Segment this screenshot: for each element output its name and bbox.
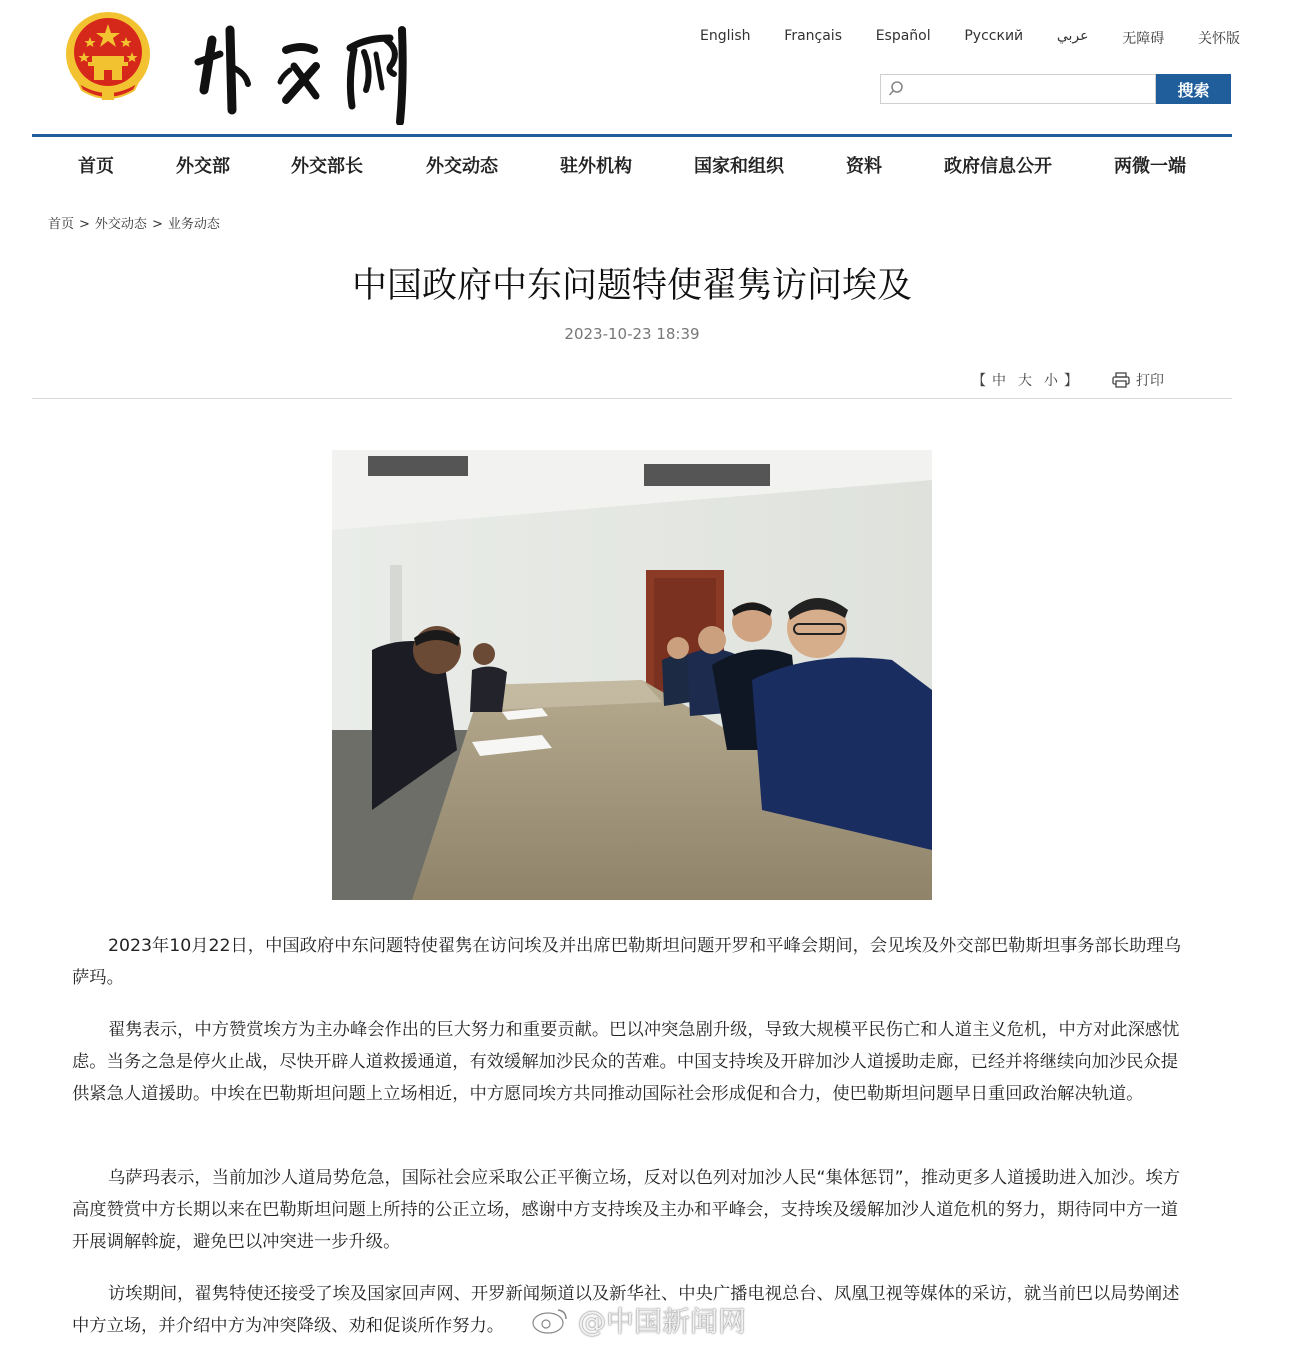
nav-item-countries-organizations[interactable]: 国家和组织	[694, 156, 784, 177]
language-bar	[700, 28, 1240, 48]
lang-english-link[interactable]: English	[700, 28, 751, 44]
font-size-small-button[interactable]: 小	[1044, 373, 1058, 389]
watermark-text: @中国新闻网	[578, 1305, 747, 1338]
breadcrumb-diplomatic-news-link[interactable]: 外交动态	[94, 217, 147, 232]
article-date: 2023-10-23 18:39	[564, 325, 700, 343]
weibo-icon	[530, 1305, 570, 1335]
elderly-mode-link[interactable]: 关怀版	[1197, 31, 1240, 47]
nav-item-missions-abroad[interactable]: 驻外机构	[560, 156, 632, 177]
search-button[interactable]: 搜索	[1156, 74, 1231, 104]
font-size-selector	[972, 370, 1092, 390]
lang-arabic-link[interactable]: عربي	[1056, 28, 1089, 44]
breadcrumb-business-news-link[interactable]: 业务动态	[167, 217, 220, 232]
print-label: 打印	[1136, 373, 1164, 389]
nav-item-home[interactable]: 首页	[78, 156, 114, 177]
article-paragraph: 访埃期间，翟隽特使还接受了埃及国家回声网、开罗新闻频道以及新华社、中央广播电视总台、凤凰卫视等媒体的采访，就当前巴以局势阐述中方立场，并介绍中方为冲突降级、劝和促谈所作努力。	[72, 1284, 1180, 1336]
nav-item-government-info[interactable]: 政府信息公开	[944, 156, 1052, 177]
print-button[interactable]	[1112, 370, 1172, 390]
ministry-calligraphy-logo	[190, 10, 420, 125]
search-input[interactable]	[909, 78, 1153, 102]
search-icon	[887, 80, 905, 98]
article-paragraph: 翟隽表示，中方赞赏埃方为主办峰会作出的巨大努力和重要贡献。巴以冲突急剧升级，导致大规模平民伤亡和人道主义危机，中方对此深感忧虑。当务之急是停火止战，尽快开辟人道救援通道，有效缓解加沙民众的苦难。中国支持埃及开辟加沙人道援助走廊，已经并将继续向加沙民众提供紧急人道援助。中埃在巴勒斯坦问题上立场相近，中方愿同埃方共同推动国际社会形成促和合力，使巴勒斯坦问题早日重回政治解决轨道。	[72, 1020, 1180, 1104]
printer-icon	[1112, 372, 1130, 388]
lang-russian-link[interactable]: Русский	[964, 28, 1024, 44]
search-box	[880, 74, 1156, 104]
main-nav	[32, 138, 1232, 188]
watermark	[530, 1300, 746, 1340]
article-divider	[32, 398, 1232, 399]
article-title: 中国政府中东问题特使翟隽访问埃及	[351, 266, 912, 306]
nav-item-resources[interactable]: 资料	[846, 156, 882, 177]
national-emblem-icon	[64, 10, 152, 102]
nav-item-diplomatic-news[interactable]: 外交动态	[426, 156, 498, 177]
bracket-close: 】	[1064, 373, 1078, 389]
breadcrumb	[48, 213, 220, 232]
font-size-medium-button[interactable]: 大	[1018, 373, 1032, 389]
header-divider	[32, 134, 1232, 137]
lang-french-link[interactable]: Français	[784, 28, 842, 44]
nav-item-social-media[interactable]: 两微一端	[1114, 156, 1186, 177]
bracket-open: 【	[972, 373, 986, 389]
article-paragraph: 乌萨玛表示，当前加沙人道局势危急，国际社会应采取公正平衡立场，反对以色列对加沙人民“集体惩罚”，推动更多人道援助进入加沙。埃方高度赞赏中方长期以来在巴勒斯坦问题上所持的公正立场，感谢中方支持埃及主办和平峰会，支持埃及缓解加沙人道危机的努力，期待同中方一道开展调解斡旋，避免巴以冲突进一步升级。	[72, 1168, 1181, 1252]
nav-item-ministry[interactable]: 外交部	[176, 156, 230, 177]
breadcrumb-separator: >	[79, 217, 90, 232]
font-size-large-button[interactable]: 中	[992, 373, 1006, 389]
article-paragraph: 2023年10月22日，中国政府中东问题特使翟隽在访问埃及并出席巴勒斯坦问题开罗和平峰会期间，会见埃及外交部巴勒斯坦事务部长助理乌萨玛。	[72, 936, 1181, 988]
accessibility-link[interactable]: 无障碍	[1122, 31, 1165, 47]
breadcrumb-separator: >	[151, 217, 163, 232]
breadcrumb-home-link[interactable]: 首页	[48, 217, 75, 232]
nav-item-minister[interactable]: 外交部长	[291, 156, 363, 177]
meeting-photo	[332, 450, 932, 900]
lang-spanish-link[interactable]: Español	[875, 28, 931, 44]
